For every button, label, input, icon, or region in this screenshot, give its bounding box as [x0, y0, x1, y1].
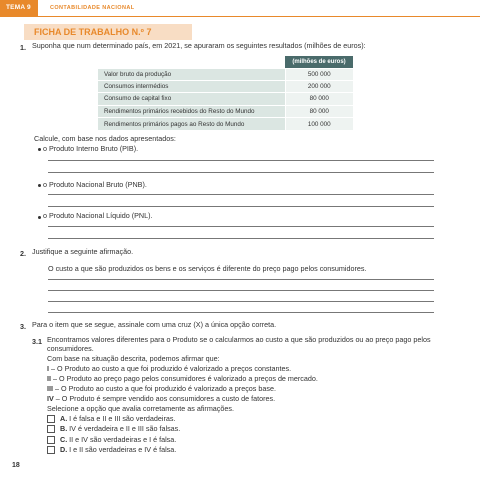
- section-name: CONTABILIDADE NACIONAL: [50, 5, 135, 11]
- option-text: II e IV são verdadeiras e I é falsa.: [67, 435, 177, 444]
- answer-line[interactable]: [48, 160, 434, 161]
- answer-line[interactable]: [48, 206, 434, 207]
- bullet-icon: [38, 184, 41, 187]
- q3-statement-2: [47, 374, 318, 384]
- q3-statement-3: [47, 384, 276, 394]
- q3-sub-line1: Encontramos valores diferentes para o Produto se o calcularmos ao custo a que são produzidos ou ao preço pago pelos: [47, 335, 431, 344]
- table-row: [98, 105, 353, 117]
- statement-text: – O Produto ao custo a que foi produzido é valorizado a preços constantes.: [49, 364, 292, 373]
- statement-roman: IV: [47, 394, 54, 403]
- statement-roman: II: [47, 374, 51, 383]
- ficha-title: FICHA DE TRABALHO N.º 7: [34, 27, 152, 37]
- q3-statement-1: [47, 364, 291, 374]
- row-label: Consumo de capital fixo: [98, 93, 285, 105]
- table-header-unit: (milhões de euros): [285, 56, 353, 68]
- option-letter: A.: [60, 414, 68, 423]
- tema-tag: TEMA 9: [0, 0, 38, 16]
- table-row: [98, 68, 353, 80]
- bullet-icon: [38, 216, 41, 219]
- q3-sub-line2: consumidores.: [47, 344, 94, 353]
- answer-line[interactable]: [48, 312, 434, 313]
- page-header: [0, 0, 480, 18]
- statement-text: – O Produto ao custo a que foi produzido é valorizado a preços base.: [53, 384, 276, 393]
- row-label: Consumos intermédios: [98, 80, 285, 92]
- statement-roman: III: [47, 384, 53, 393]
- row-value: 200 000: [285, 80, 353, 92]
- option-b-checkbox[interactable]: [47, 425, 55, 433]
- option-text: IV é verdadeira e II e III são falsas.: [67, 424, 181, 433]
- q2-prompt: Justifique a seguinte afirmação.: [32, 247, 134, 256]
- bullet-icon: [38, 148, 41, 151]
- q3-prompt: Para o item que se segue, assinale com uma cruz (X) a única opção correta.: [32, 320, 277, 329]
- option-letter: B.: [60, 424, 68, 433]
- answer-line[interactable]: [48, 172, 434, 173]
- option-c: [60, 435, 176, 445]
- answer-line[interactable]: [48, 279, 434, 280]
- row-label: Rendimentos primários pagos ao Resto do Mundo: [98, 118, 285, 130]
- q3-sub-number: 3.1: [32, 337, 42, 346]
- q1-item-pib: o Produto Interno Bruto (PIB).: [43, 144, 139, 153]
- option-a-checkbox[interactable]: [47, 415, 55, 423]
- answer-line[interactable]: [48, 238, 434, 239]
- option-d: [60, 445, 176, 455]
- q2-statement: O custo a que são produzidos os bens e os serviços é diferente do preço pago pelos consumidores.: [48, 264, 367, 273]
- q3-situation: Com base na situação descrita, podemos afirmar que:: [47, 354, 220, 363]
- option-a: [60, 414, 175, 424]
- answer-line[interactable]: [48, 301, 434, 302]
- option-d-checkbox[interactable]: [47, 446, 55, 454]
- statement-text: – O Produto ao preço pago pelos consumidores é valorizado a preços de mercado.: [51, 374, 318, 383]
- option-c-checkbox[interactable]: [47, 436, 55, 444]
- answer-line[interactable]: [48, 194, 434, 195]
- table-row: [98, 93, 353, 105]
- page-number: 18: [12, 462, 20, 469]
- header-divider: [0, 16, 480, 17]
- row-value: 80 000: [285, 105, 353, 117]
- option-b: [60, 424, 180, 434]
- q2-number: 2.: [20, 249, 26, 258]
- table-row: [98, 118, 353, 130]
- row-label: Valor bruto da produção: [98, 68, 285, 80]
- row-label: Rendimentos primários recebidos do Resto do Mundo: [98, 105, 285, 117]
- option-letter: D.: [60, 445, 68, 454]
- q1-number: 1.: [20, 43, 26, 52]
- row-value: 100 000: [285, 118, 353, 130]
- q3-statement-4: [47, 394, 275, 404]
- results-table: [98, 56, 353, 130]
- option-letter: C.: [60, 435, 68, 444]
- table-header-blank: [98, 56, 285, 68]
- statement-roman: I: [47, 364, 49, 373]
- row-value: 80 000: [285, 93, 353, 105]
- option-text: I é falsa e II e III são verdadeiras.: [67, 414, 176, 423]
- q1-prompt: Suponha que num determinado país, em 2021, se apuraram os seguintes resultados (milhões de euros):: [32, 41, 366, 50]
- q1-item-pnb: o Produto Nacional Bruto (PNB).: [43, 180, 147, 189]
- answer-line[interactable]: [48, 290, 434, 291]
- q1-instruction: Calcule, com base nos dados apresentados:: [34, 134, 176, 143]
- row-value: 500 000: [285, 68, 353, 80]
- q3-select: Selecione a opção que avalia corretamente as afirmações.: [47, 404, 234, 413]
- answer-line[interactable]: [48, 226, 434, 227]
- statement-text: – O Produto é sempre vendido aos consumidores a custo de fatores.: [53, 394, 276, 403]
- option-text: I e II são verdadeiras e IV é falsa.: [67, 445, 177, 454]
- q3-number: 3.: [20, 322, 26, 331]
- q1-item-pnl: o Produto Nacional Líquido (PNL).: [43, 211, 153, 220]
- table-row: [98, 80, 353, 92]
